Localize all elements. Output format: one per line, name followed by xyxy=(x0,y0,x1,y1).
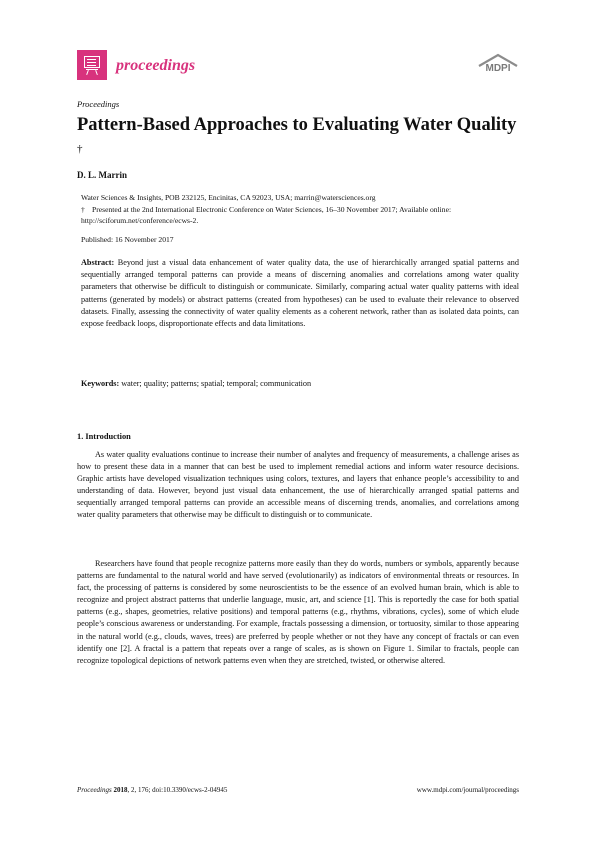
body-paragraph: As water quality evaluations continue to increase their number of analytes and frequency of measurements, a challenge arises as how to present these data in a manner that can best be used to implement remedial actions and inform water resource decisions. Graphic artists have developed visualization techniques using colors, textures, and layers that enhance people’s accessibility to and understanding of data. However, beyond just visual data enhancement, the use of hierarchically arranged spatial patterns and sequentially arranged temporal patterns can provide an accessible means of discerning trends, anomalies, and correlations among water quality parameters that otherwise may be difficult to distinguish or to communicate. xyxy=(77,450,519,520)
title-text: Pattern-Based Approaches to Evaluating Water Quality xyxy=(77,115,517,135)
abstract-text: Beyond just a visual data enhancement of water quality data, the use of hierarchically arranged spatial patterns and sequentially arranged temporal patterns can provide a means of discerning anomalies and correlations among water quality parameters that otherwise be difficult to distinguish or communicate. Similarly, comparing actual water quality patterns with ideal patterns (generated by models) or abstract patterns (created from hypotheses) can be used to evaluate their relevance to observed datasets. Finally, assessing the connectivity of water quality elements as a coherent network, rather than as isolated data points, can expose feedback loops, disproportionate effects and data limitations. xyxy=(81,258,519,329)
presentation-note-text: Presented at the 2nd International Electronic Conference on Water Sciences, 16–30 November 2017; Available online: http://sciforum.net/conference/ecws-2. xyxy=(81,205,452,225)
paper-title xyxy=(77,113,517,166)
footer-year: 2018 xyxy=(113,786,128,794)
footer-citation xyxy=(77,786,227,794)
body-paragraph: Researchers have found that people recognize patterns more easily than they do words, numbers or symbols, apparently because patterns are fundamental to the natural world and have served (evolutionarily) as indicators of environmental threats or resources. In fact, the processing of patterns is considered by some neuroscientists to be the essence of an evolved human brain, which is able to recognize and project abstract patterns that underlie language, music, art, and science [1]. This is reportedly the case for both spatial patterns (e.g., shapes, geometries, relative positions) and temporal patterns (e.g., rhythms, vibrations, cycles), some of which elude people’s conscious awareness or understanding. For example, fractals possessing a dimension, or tortuosity, similar to those appearing in the natural world (e.g., clouds, waves, trees) are preferred by people whether or not they have any concept of fractals or can even identify one [2]. A fractal is a pattern that repeats over a range of scales, as is shown on Figure 1. Similar to fractals, people can recognize topological depictions of network patterns even when they are stretched, twisted, or otherwise altered. xyxy=(77,559,519,665)
keywords xyxy=(81,378,519,390)
abstract-label: Abstract: xyxy=(81,258,115,267)
mdpi-logo-icon xyxy=(476,51,520,73)
title-footnote-mark: † xyxy=(77,143,83,155)
keywords-label: Keywords: xyxy=(81,379,120,388)
section-heading: 1. Introduction xyxy=(77,432,131,441)
dagger-mark: † xyxy=(81,205,85,214)
footer-journal: Proceedings xyxy=(77,786,112,794)
journal-name: proceedings xyxy=(116,57,196,74)
journal-label: Proceedings xyxy=(77,99,120,109)
presentation-note xyxy=(81,204,521,226)
journal-logo-icon xyxy=(77,50,107,80)
author-name: D. L. Marrin xyxy=(77,170,127,180)
keywords-text: water; quality; patterns; spatial; temporal; communication xyxy=(121,379,312,388)
published-date: Published: 16 November 2017 xyxy=(81,235,174,244)
footer-url[interactable]: www.mdpi.com/journal/proceedings xyxy=(416,786,519,794)
svg-text:MDPI: MDPI xyxy=(485,63,511,73)
footer-citation-rest: , 2, 176; doi:10.3390/ecws-2-04945 xyxy=(127,786,228,794)
affiliation: Water Sciences & Insights, POB 232125, Encinitas, CA 92023, USA; marrin@watersciences.org xyxy=(81,193,376,202)
abstract xyxy=(81,257,519,330)
